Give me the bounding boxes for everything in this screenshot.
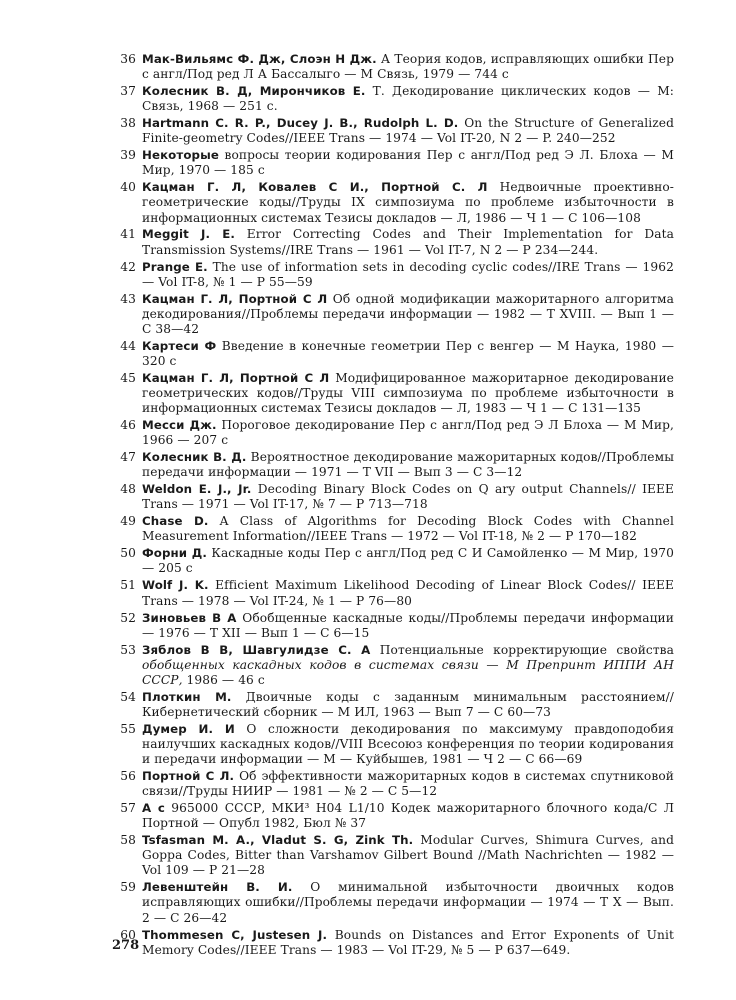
reference-text: Введение в конечные геометрии Пер с венгер — М Наука, 1980 — 320 с (142, 338, 674, 368)
reference-text: Двоичные коды с заданным минимальным расстоянием//Кибернетический сборник — М ИЛ, 1963 — Вып 7 — С 60—73 (142, 689, 674, 719)
reference-text: Обобщенные каскадные коды//Проблемы передачи информации — 1976 — Т XII — Вып 1 — С 6—15 (142, 610, 674, 640)
reference-number: 52 (120, 610, 136, 625)
reference-item (112, 546, 674, 576)
reference-item (112, 260, 674, 290)
reference-item (112, 801, 674, 831)
reference-number: 37 (120, 84, 136, 99)
reference-text: Каскадные коды Пер с англ/Под ред С И Самойленко — М Мир, 1970 — 205 с (142, 546, 674, 576)
reference-authors: Кацман Г. Л, Портной С Л (142, 291, 328, 306)
reference-text: Пороговое декодирование Пер с англ/Под ред Э Л Блоха — М Мир, 1966 — 207 с (142, 418, 674, 448)
reference-text: Об одной модификации мажоритарного алгоритма декодирования//Проблемы передачи информации — 1982 — Т XVIII. — Вып 1 — С 38—42 (142, 291, 674, 336)
reference-authors: Prange E. (142, 259, 208, 274)
reference-text: Вероятностное декодирование мажоритарных кодов//Проблемы передачи информации — 1971 — Т VII — Вып 3 — С 3—12 (142, 450, 674, 480)
reference-text: Bounds on Distances and Error Exponents of Unit Memory Codes//IEEE Trans — 1983 — Vol IT-29, № 5 — P 637—649. (142, 927, 674, 957)
reference-text: Т. Декодирование циклических кодов — М: Связь, 1968 — 251 с. (142, 84, 674, 114)
reference-item (112, 833, 674, 878)
reference-authors: Картеси Ф (142, 338, 217, 353)
reference-text: О сложности декодирования по максимуму правдоподобия наилучших каскадных кодов//VIII Всесоюз конференция по теории кодирования и передачи информации — М — Куйбышев, 1981 — Ч 2 — С 66—69 (142, 721, 674, 767)
reference-item (112, 292, 674, 337)
reference-number: 45 (120, 370, 136, 385)
reference-text: А Теория кодов, исправляющих ошибки Пер с англ/Под ред Л А Бассалыго — М Связь, 1979 — 744 с (142, 52, 674, 82)
reference-number: 38 (120, 116, 136, 131)
reference-list (112, 52, 674, 960)
reference-authors: Колесник В. Д. (142, 450, 247, 465)
reference-authors: Плоткин М. (142, 689, 232, 704)
reference-text: Об эффективности мажоритарных кодов в системах спутниковой связи//Труды НИИР — 1981 — № 2 — С 5—12 (142, 769, 674, 799)
reference-number: 47 (120, 450, 136, 465)
reference-authors: Кацман Г. Л, Портной С Л (142, 370, 330, 385)
reference-item (112, 578, 674, 608)
reference-item (112, 769, 674, 799)
reference-number: 42 (120, 259, 136, 274)
reference-authors: Chase D. (142, 514, 209, 529)
page-number: 278 (112, 938, 140, 953)
reference-authors: Meggit J. E. (142, 227, 235, 242)
reference-number: 58 (120, 833, 136, 848)
reference-item (112, 690, 674, 720)
reference-item (112, 371, 674, 416)
reference-authors: Зяблов В В, Шавгулидзе С. А (142, 642, 371, 657)
reference-authors: Форни Д. (142, 546, 207, 561)
reference-number: 49 (120, 514, 136, 529)
reference-number: 46 (120, 418, 136, 433)
reference-number: 48 (120, 482, 136, 497)
reference-authors: Tsfasman M. A., Vladut S. G, Zink Th. (142, 833, 414, 848)
reference-text: О минимальной избыточности двоичных кодов исправляющих ошибки//Проблемы передачи информации — 1974 — Т X — Вып. 2 — С 26—42 (142, 880, 675, 925)
reference-item (112, 84, 674, 114)
reference-authors: Портной С Л. (142, 769, 235, 784)
reference-number: 57 (120, 801, 136, 816)
reference-number: 59 (120, 880, 136, 895)
reference-authors: Думер И. И (142, 721, 235, 736)
reference-authors: Месси Дж. (142, 418, 217, 433)
reference-number: 41 (120, 227, 136, 242)
reference-number: 56 (120, 769, 136, 784)
reference-text: Decoding Binary Block Codes on Q ary output Channels// IEEE Trans — 1971 — Vol IT-17, № 7 — P 713—718 (142, 482, 674, 512)
reference-authors: А с (142, 801, 165, 816)
reference-item (112, 227, 674, 257)
reference-item (112, 418, 674, 448)
reference-text: Error Correcting Codes and Their Implementation for Data Transmission Systems//IRE Trans — 1961 — Vol IT-7, N 2 — P 234—244. (142, 227, 675, 257)
reference-item (112, 611, 674, 641)
reference-text: A Class of Algorithms for Decoding Block Codes with Channel Measurement Information//IEEE Trans — 1972 — Vol IT-18, № 2 — P 170—182 (142, 514, 674, 544)
reference-number: 40 (120, 180, 136, 195)
reference-authors: Левенштейн В. И. (142, 880, 293, 895)
reference-authors: Некоторые (142, 148, 219, 163)
reference-item (112, 148, 674, 178)
reference-text: On the Structure of Generalized Finite-geometry Codes//IEEE Trans — 1974 — Vol IT-20, N 2 — P. 240—252 (142, 116, 674, 146)
reference-number: 50 (120, 546, 136, 561)
reference-item (112, 514, 674, 544)
reference-authors: Hartmann C. R. P., Ducey J. B., Rudolph L. D. (142, 116, 459, 131)
reference-text: The use of information sets in decoding cyclic codes//IRE Trans — 1962 — Vol IT-8, № 1 — P 55—59 (142, 259, 674, 289)
reference-authors: Wolf J. K. (142, 578, 209, 593)
reference-authors: Thommesen C, Justesen J. (142, 927, 328, 942)
reference-authors: Мак-Вильямс Ф. Дж, Слоэн Н Дж. (142, 52, 377, 66)
reference-text-tail: 1986 — 46 с (182, 672, 265, 687)
reference-item (112, 116, 674, 146)
reference-item (112, 722, 674, 767)
reference-text: Модифицированное мажоритарное декодирование геометрических кодов//Труды VIII симпозиума по проблеме избыточности в информационных системах Тезисы докладов — Л, 1983 — Ч 1 — С 131—135 (142, 370, 674, 416)
reference-number: 36 (120, 52, 136, 66)
reference-item (112, 482, 674, 512)
reference-number: 44 (120, 338, 136, 353)
reference-item (112, 180, 674, 225)
reference-item (112, 339, 674, 369)
reference-authors: Weldon E. J., Jr. (142, 482, 252, 497)
reference-number: 39 (120, 148, 136, 163)
reference-item (112, 52, 674, 82)
reference-text-italic: обобщенных каскадных кодов в системах связи — М Препринт ИППИ АН СССР, (142, 657, 674, 687)
reference-authors: Кацман Г. Л, Ковалев С И., Портной С. Л (142, 180, 488, 195)
reference-text: Потенциальные корректирующие свойства (370, 642, 675, 657)
reference-number: 55 (120, 721, 136, 736)
reference-text: Efficient Maximum Likelihood Decoding of Linear Block Codes// IEEE Trans — 1978 — Vol IT-24, № 1 — P 76—80 (142, 578, 674, 608)
reference-authors: Зиновьев В А (142, 610, 237, 625)
reference-number: 43 (120, 291, 136, 306)
reference-number: 60 (120, 927, 136, 942)
reference-text: вопросы теории кодирования Пер с англ/Под ред Э Л. Блоха — М Мир, 1970 — 185 с (142, 148, 674, 178)
reference-number: 51 (120, 578, 136, 593)
reference-text: Недвоичные проективно-геометрические коды//Труды IX симпозиума по проблеме избыточности в информационных системах Тезисы докладов — Л, 1986 — Ч 1 — С 106—108 (142, 180, 674, 225)
reference-item (112, 880, 674, 925)
reference-number: 53 (120, 642, 136, 657)
reference-item (112, 450, 674, 480)
reference-authors: Колесник В. Д, Мирончиков Е. (142, 84, 366, 99)
reference-item (112, 928, 674, 958)
reference-number: 54 (120, 689, 136, 704)
reference-text: 965000 СССР, МКИ³ Н04 L1/10 Кодек мажоритарного блочного кода/С Л Портной — Опубл 1982, Бюл № 37 (142, 801, 674, 831)
reference-text: Modular Curves, Shimura Curves, and Goppa Codes, Bitter than Varshamov Gilbert Bound //Math Nachrichten — 1982 — Vol 109 — P 21—28 (142, 833, 674, 878)
reference-item (112, 643, 674, 688)
